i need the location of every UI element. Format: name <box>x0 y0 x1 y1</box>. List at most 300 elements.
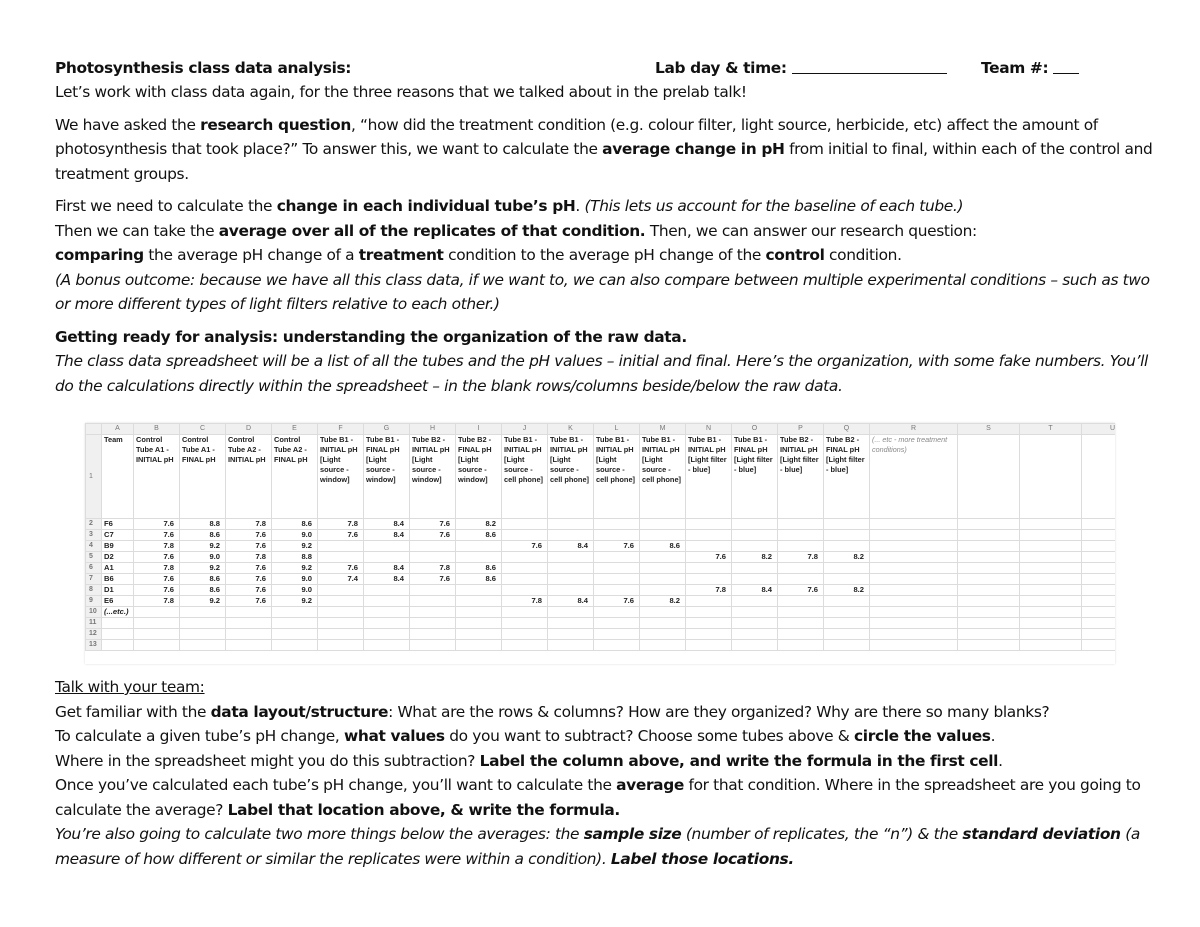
ph-value-cell[interactable]: 9.0 <box>272 585 318 596</box>
ph-value-cell[interactable] <box>456 552 502 563</box>
empty-cell[interactable] <box>1020 530 1082 541</box>
ph-value-cell[interactable]: 8.6 <box>272 519 318 530</box>
ph-value-cell[interactable]: 7.4 <box>318 574 364 585</box>
row-number[interactable]: 9 <box>86 596 102 607</box>
ph-value-cell[interactable]: 7.6 <box>410 574 456 585</box>
ph-value-cell[interactable]: 7.8 <box>778 552 824 563</box>
empty-cell[interactable] <box>1020 563 1082 574</box>
column-header[interactable]: U <box>1082 424 1116 435</box>
empty-cell[interactable] <box>778 640 824 651</box>
empty-cell[interactable] <box>410 640 456 651</box>
ph-value-cell[interactable] <box>732 574 778 585</box>
ph-value-cell[interactable] <box>824 530 870 541</box>
empty-cell[interactable] <box>272 640 318 651</box>
ph-value-cell[interactable]: 9.2 <box>180 596 226 607</box>
header-cell[interactable]: Tube B1 - INITIAL pH [Light filter - blue] <box>686 435 732 519</box>
ph-value-cell[interactable]: 7.6 <box>226 585 272 596</box>
ph-value-cell[interactable] <box>594 574 640 585</box>
empty-cell[interactable] <box>364 607 410 618</box>
ph-value-cell[interactable] <box>640 585 686 596</box>
ph-value-cell[interactable]: 9.2 <box>272 563 318 574</box>
ph-value-cell[interactable]: 8.6 <box>456 574 502 585</box>
empty-cell[interactable] <box>870 574 958 585</box>
ph-value-cell[interactable] <box>732 530 778 541</box>
empty-cell[interactable] <box>958 596 1020 607</box>
ph-value-cell[interactable] <box>410 585 456 596</box>
select-all-corner[interactable] <box>86 424 102 435</box>
empty-cell[interactable] <box>1020 519 1082 530</box>
empty-cell[interactable] <box>870 607 958 618</box>
ph-value-cell[interactable]: 9.2 <box>180 541 226 552</box>
ph-value-cell[interactable] <box>548 585 594 596</box>
ph-value-cell[interactable]: 8.2 <box>824 585 870 596</box>
team-cell[interactable]: B9 <box>102 541 134 552</box>
ph-value-cell[interactable] <box>640 563 686 574</box>
column-header[interactable]: L <box>594 424 640 435</box>
empty-cell[interactable] <box>958 618 1020 629</box>
ph-value-cell[interactable] <box>364 541 410 552</box>
empty-cell[interactable] <box>1082 607 1116 618</box>
header-cell[interactable]: Tube B1 - INITIAL pH [Light source - window] <box>318 435 364 519</box>
empty-cell[interactable] <box>778 629 824 640</box>
empty-cell[interactable] <box>686 618 732 629</box>
column-header[interactable]: D <box>226 424 272 435</box>
empty-cell[interactable] <box>102 640 134 651</box>
empty-cell[interactable] <box>640 629 686 640</box>
header-cell[interactable]: Tube B1 - FINAL pH [Light source - window] <box>364 435 410 519</box>
ph-value-cell[interactable] <box>456 541 502 552</box>
ph-value-cell[interactable] <box>594 563 640 574</box>
header-cell[interactable]: (... etc - more treatment conditions) <box>870 435 958 519</box>
ph-value-cell[interactable]: 8.8 <box>180 519 226 530</box>
column-header[interactable]: E <box>272 424 318 435</box>
empty-cell[interactable] <box>870 552 958 563</box>
ph-value-cell[interactable] <box>548 519 594 530</box>
header-cell[interactable]: Tube B1 - INITIAL pH [Light source - cell phone] <box>502 435 548 519</box>
row-number[interactable]: 7 <box>86 574 102 585</box>
ph-value-cell[interactable]: 8.8 <box>272 552 318 563</box>
ph-value-cell[interactable] <box>824 541 870 552</box>
empty-cell[interactable] <box>824 607 870 618</box>
empty-cell[interactable] <box>824 618 870 629</box>
ph-value-cell[interactable] <box>824 574 870 585</box>
ph-value-cell[interactable] <box>686 530 732 541</box>
empty-cell[interactable] <box>502 607 548 618</box>
header-cell[interactable]: Control Tube A2 - FINAL pH <box>272 435 318 519</box>
ph-value-cell[interactable]: 8.6 <box>456 530 502 541</box>
ph-value-cell[interactable]: 8.6 <box>180 530 226 541</box>
column-header[interactable]: M <box>640 424 686 435</box>
ph-value-cell[interactable]: 7.6 <box>226 563 272 574</box>
ph-value-cell[interactable]: 7.8 <box>134 541 180 552</box>
lab-day-time-blank[interactable] <box>792 58 947 74</box>
header-cell[interactable]: Tube B2 - INITIAL pH [Light source - window] <box>410 435 456 519</box>
header-cell[interactable]: Control Tube A1 - INITIAL pH <box>134 435 180 519</box>
ph-value-cell[interactable] <box>318 552 364 563</box>
empty-cell[interactable] <box>364 618 410 629</box>
ph-value-cell[interactable]: 8.4 <box>364 519 410 530</box>
empty-cell[interactable] <box>594 607 640 618</box>
empty-cell[interactable] <box>958 640 1020 651</box>
ph-value-cell[interactable]: 7.6 <box>594 596 640 607</box>
empty-cell[interactable] <box>226 640 272 651</box>
ph-value-cell[interactable] <box>594 519 640 530</box>
ph-value-cell[interactable] <box>778 563 824 574</box>
empty-cell[interactable] <box>548 618 594 629</box>
ph-value-cell[interactable] <box>778 541 824 552</box>
ph-value-cell[interactable] <box>686 519 732 530</box>
empty-cell[interactable] <box>456 629 502 640</box>
empty-cell[interactable] <box>870 618 958 629</box>
column-header[interactable]: C <box>180 424 226 435</box>
ph-value-cell[interactable] <box>594 585 640 596</box>
header-cell[interactable] <box>1082 435 1116 519</box>
empty-cell[interactable] <box>102 629 134 640</box>
ph-value-cell[interactable]: 7.8 <box>318 519 364 530</box>
empty-cell[interactable] <box>1020 552 1082 563</box>
ph-value-cell[interactable] <box>778 596 824 607</box>
empty-cell[interactable] <box>226 618 272 629</box>
ph-value-cell[interactable] <box>732 596 778 607</box>
ph-value-cell[interactable]: 8.2 <box>640 596 686 607</box>
header-cell[interactable] <box>958 435 1020 519</box>
empty-cell[interactable] <box>1082 596 1116 607</box>
ph-value-cell[interactable] <box>548 563 594 574</box>
ph-value-cell[interactable] <box>318 596 364 607</box>
column-header[interactable]: I <box>456 424 502 435</box>
ph-value-cell[interactable]: 7.8 <box>686 585 732 596</box>
empty-cell[interactable] <box>640 607 686 618</box>
team-cell[interactable]: D2 <box>102 552 134 563</box>
empty-cell[interactable] <box>870 629 958 640</box>
empty-cell[interactable] <box>134 640 180 651</box>
column-header[interactable]: G <box>364 424 410 435</box>
ph-value-cell[interactable]: 7.6 <box>134 530 180 541</box>
header-cell[interactable]: Control Tube A1 - FINAL pH <box>180 435 226 519</box>
empty-cell[interactable] <box>958 541 1020 552</box>
ph-value-cell[interactable] <box>410 541 456 552</box>
ph-value-cell[interactable] <box>594 552 640 563</box>
ph-value-cell[interactable] <box>502 530 548 541</box>
empty-cell[interactable] <box>958 574 1020 585</box>
empty-cell[interactable] <box>958 563 1020 574</box>
column-header[interactable]: A <box>102 424 134 435</box>
ph-value-cell[interactable]: 7.8 <box>226 519 272 530</box>
empty-cell[interactable] <box>502 640 548 651</box>
header-cell[interactable]: Tube B1 - INITIAL pH [Light source - cell phone] <box>548 435 594 519</box>
ph-value-cell[interactable]: 8.4 <box>548 596 594 607</box>
empty-cell[interactable] <box>272 618 318 629</box>
header-cell[interactable]: Tube B1 - INITIAL pH [Light source - cell phone] <box>594 435 640 519</box>
column-header[interactable]: R <box>870 424 958 435</box>
ph-value-cell[interactable] <box>364 596 410 607</box>
header-cell[interactable] <box>1020 435 1082 519</box>
empty-cell[interactable] <box>1020 618 1082 629</box>
ph-value-cell[interactable] <box>502 585 548 596</box>
empty-cell[interactable] <box>958 607 1020 618</box>
team-cell[interactable]: B6 <box>102 574 134 585</box>
row-number[interactable]: 3 <box>86 530 102 541</box>
ph-value-cell[interactable]: 9.0 <box>272 530 318 541</box>
empty-cell[interactable] <box>870 519 958 530</box>
empty-cell[interactable] <box>180 607 226 618</box>
ph-value-cell[interactable]: 8.4 <box>364 530 410 541</box>
row-number[interactable]: 5 <box>86 552 102 563</box>
ph-value-cell[interactable]: 7.6 <box>686 552 732 563</box>
empty-cell[interactable] <box>870 530 958 541</box>
team-cell[interactable]: A1 <box>102 563 134 574</box>
ph-value-cell[interactable]: 8.2 <box>732 552 778 563</box>
empty-cell[interactable] <box>732 640 778 651</box>
ph-value-cell[interactable]: 8.6 <box>456 563 502 574</box>
ph-value-cell[interactable] <box>732 519 778 530</box>
ph-value-cell[interactable]: 7.6 <box>410 530 456 541</box>
empty-cell[interactable] <box>318 629 364 640</box>
ph-value-cell[interactable]: 7.6 <box>134 585 180 596</box>
ph-value-cell[interactable]: 8.6 <box>180 574 226 585</box>
ph-value-cell[interactable]: 7.8 <box>410 563 456 574</box>
column-header[interactable]: O <box>732 424 778 435</box>
ph-value-cell[interactable] <box>456 585 502 596</box>
ph-value-cell[interactable] <box>502 552 548 563</box>
empty-cell[interactable] <box>732 607 778 618</box>
column-header[interactable]: Q <box>824 424 870 435</box>
row-number[interactable]: 10 <box>86 607 102 618</box>
column-header[interactable]: H <box>410 424 456 435</box>
empty-cell[interactable] <box>1020 585 1082 596</box>
empty-cell[interactable] <box>686 607 732 618</box>
empty-cell[interactable] <box>548 629 594 640</box>
ph-value-cell[interactable] <box>410 552 456 563</box>
empty-cell[interactable] <box>686 640 732 651</box>
ph-value-cell[interactable] <box>548 530 594 541</box>
ph-value-cell[interactable]: 8.4 <box>364 574 410 585</box>
empty-cell[interactable] <box>958 519 1020 530</box>
header-cell[interactable]: Tube B1 - INITIAL pH [Light source - cell phone] <box>640 435 686 519</box>
header-cell[interactable]: Tube B2 - INITIAL pH [Light filter - blue] <box>778 435 824 519</box>
column-header[interactable]: T <box>1020 424 1082 435</box>
column-header[interactable]: F <box>318 424 364 435</box>
empty-cell[interactable] <box>1082 552 1116 563</box>
empty-cell[interactable] <box>1020 607 1082 618</box>
empty-cell[interactable] <box>870 541 958 552</box>
column-header[interactable]: S <box>958 424 1020 435</box>
empty-cell[interactable] <box>318 640 364 651</box>
empty-cell[interactable] <box>1020 541 1082 552</box>
team-number-blank[interactable] <box>1053 58 1079 74</box>
row-number[interactable]: 12 <box>86 629 102 640</box>
etc-cell[interactable]: (...etc.) <box>102 607 134 618</box>
empty-cell[interactable] <box>778 607 824 618</box>
ph-value-cell[interactable]: 7.6 <box>594 541 640 552</box>
ph-value-cell[interactable] <box>640 530 686 541</box>
ph-value-cell[interactable] <box>410 596 456 607</box>
empty-cell[interactable] <box>686 629 732 640</box>
ph-value-cell[interactable] <box>778 519 824 530</box>
ph-value-cell[interactable]: 8.6 <box>640 541 686 552</box>
empty-cell[interactable] <box>870 640 958 651</box>
empty-cell[interactable] <box>870 563 958 574</box>
empty-cell[interactable] <box>1082 530 1116 541</box>
ph-value-cell[interactable] <box>318 585 364 596</box>
empty-cell[interactable] <box>1082 585 1116 596</box>
ph-value-cell[interactable] <box>686 596 732 607</box>
ph-value-cell[interactable]: 7.6 <box>226 541 272 552</box>
row-number[interactable]: 4 <box>86 541 102 552</box>
empty-cell[interactable] <box>958 530 1020 541</box>
empty-cell[interactable] <box>410 629 456 640</box>
empty-cell[interactable] <box>778 618 824 629</box>
empty-cell[interactable] <box>732 629 778 640</box>
ph-value-cell[interactable]: 7.8 <box>226 552 272 563</box>
ph-value-cell[interactable]: 8.4 <box>732 585 778 596</box>
empty-cell[interactable] <box>958 629 1020 640</box>
empty-cell[interactable] <box>180 640 226 651</box>
empty-cell[interactable] <box>1082 519 1116 530</box>
team-cell[interactable]: F6 <box>102 519 134 530</box>
empty-cell[interactable] <box>594 629 640 640</box>
empty-cell[interactable] <box>1082 629 1116 640</box>
team-cell[interactable]: C7 <box>102 530 134 541</box>
empty-cell[interactable] <box>180 629 226 640</box>
empty-cell[interactable] <box>1082 574 1116 585</box>
ph-value-cell[interactable]: 7.6 <box>318 563 364 574</box>
ph-value-cell[interactable] <box>824 563 870 574</box>
ph-value-cell[interactable]: 8.2 <box>824 552 870 563</box>
ph-value-cell[interactable]: 7.8 <box>502 596 548 607</box>
column-header[interactable]: N <box>686 424 732 435</box>
empty-cell[interactable] <box>594 618 640 629</box>
header-cell[interactable]: Tube B2 - FINAL pH [Light filter - blue] <box>824 435 870 519</box>
row-number[interactable]: 2 <box>86 519 102 530</box>
ph-value-cell[interactable] <box>502 563 548 574</box>
ph-value-cell[interactable]: 8.4 <box>548 541 594 552</box>
ph-value-cell[interactable] <box>594 530 640 541</box>
ph-value-cell[interactable]: 9.2 <box>272 541 318 552</box>
ph-value-cell[interactable] <box>824 596 870 607</box>
column-header[interactable]: B <box>134 424 180 435</box>
empty-cell[interactable] <box>410 618 456 629</box>
empty-cell[interactable] <box>1082 563 1116 574</box>
ph-value-cell[interactable] <box>456 596 502 607</box>
empty-cell[interactable] <box>456 640 502 651</box>
empty-cell[interactable] <box>640 640 686 651</box>
empty-cell[interactable] <box>1082 640 1116 651</box>
empty-cell[interactable] <box>456 607 502 618</box>
ph-value-cell[interactable]: 7.6 <box>226 574 272 585</box>
column-header[interactable]: K <box>548 424 594 435</box>
empty-cell[interactable] <box>364 629 410 640</box>
ph-value-cell[interactable] <box>548 552 594 563</box>
empty-cell[interactable] <box>594 640 640 651</box>
empty-cell[interactable] <box>824 640 870 651</box>
empty-cell[interactable] <box>180 618 226 629</box>
ph-value-cell[interactable]: 7.6 <box>134 552 180 563</box>
ph-value-cell[interactable] <box>778 574 824 585</box>
ph-value-cell[interactable]: 7.8 <box>134 596 180 607</box>
ph-value-cell[interactable] <box>364 585 410 596</box>
header-cell[interactable]: Tube B2 - FINAL pH [Light source - window] <box>456 435 502 519</box>
empty-cell[interactable] <box>958 585 1020 596</box>
ph-value-cell[interactable] <box>686 574 732 585</box>
empty-cell[interactable] <box>1020 574 1082 585</box>
ph-value-cell[interactable] <box>732 541 778 552</box>
ph-value-cell[interactable] <box>778 530 824 541</box>
empty-cell[interactable] <box>548 640 594 651</box>
empty-cell[interactable] <box>410 607 456 618</box>
ph-value-cell[interactable]: 7.6 <box>502 541 548 552</box>
ph-value-cell[interactable] <box>640 552 686 563</box>
ph-value-cell[interactable]: 9.0 <box>180 552 226 563</box>
empty-cell[interactable] <box>134 629 180 640</box>
ph-value-cell[interactable] <box>548 574 594 585</box>
empty-cell[interactable] <box>502 618 548 629</box>
header-cell[interactable]: Team <box>102 435 134 519</box>
column-header[interactable]: P <box>778 424 824 435</box>
empty-cell[interactable] <box>134 607 180 618</box>
empty-cell[interactable] <box>134 618 180 629</box>
empty-cell[interactable] <box>824 629 870 640</box>
ph-value-cell[interactable] <box>824 519 870 530</box>
row-number[interactable]: 8 <box>86 585 102 596</box>
header-cell[interactable]: Control Tube A2 - INITIAL pH <box>226 435 272 519</box>
ph-value-cell[interactable] <box>686 541 732 552</box>
empty-cell[interactable] <box>318 607 364 618</box>
ph-value-cell[interactable] <box>502 519 548 530</box>
ph-value-cell[interactable] <box>364 552 410 563</box>
row-number[interactable]: 1 <box>86 435 102 519</box>
empty-cell[interactable] <box>226 629 272 640</box>
ph-value-cell[interactable]: 7.6 <box>410 519 456 530</box>
ph-value-cell[interactable]: 7.6 <box>134 574 180 585</box>
row-number[interactable]: 13 <box>86 640 102 651</box>
empty-cell[interactable] <box>456 618 502 629</box>
team-cell[interactable]: E6 <box>102 596 134 607</box>
empty-cell[interactable] <box>1082 541 1116 552</box>
empty-cell[interactable] <box>502 629 548 640</box>
empty-cell[interactable] <box>732 618 778 629</box>
empty-cell[interactable] <box>226 607 272 618</box>
ph-value-cell[interactable]: 9.0 <box>272 574 318 585</box>
empty-cell[interactable] <box>272 629 318 640</box>
empty-cell[interactable] <box>548 607 594 618</box>
ph-value-cell[interactable]: 7.6 <box>226 596 272 607</box>
ph-value-cell[interactable]: 7.6 <box>226 530 272 541</box>
empty-cell[interactable] <box>640 618 686 629</box>
ph-value-cell[interactable] <box>502 574 548 585</box>
row-number[interactable]: 11 <box>86 618 102 629</box>
empty-cell[interactable] <box>1020 629 1082 640</box>
ph-value-cell[interactable]: 7.6 <box>778 585 824 596</box>
header-cell[interactable]: Tube B1 - FINAL pH [Light filter - blue] <box>732 435 778 519</box>
empty-cell[interactable] <box>272 607 318 618</box>
team-cell[interactable]: D1 <box>102 585 134 596</box>
empty-cell[interactable] <box>1020 640 1082 651</box>
ph-value-cell[interactable] <box>640 574 686 585</box>
empty-cell[interactable] <box>870 596 958 607</box>
ph-value-cell[interactable] <box>318 541 364 552</box>
ph-value-cell[interactable]: 8.4 <box>364 563 410 574</box>
ph-value-cell[interactable]: 7.6 <box>134 519 180 530</box>
ph-value-cell[interactable]: 8.6 <box>180 585 226 596</box>
ph-value-cell[interactable]: 7.6 <box>318 530 364 541</box>
ph-value-cell[interactable]: 9.2 <box>272 596 318 607</box>
empty-cell[interactable] <box>958 552 1020 563</box>
empty-cell[interactable] <box>364 640 410 651</box>
ph-value-cell[interactable] <box>686 563 732 574</box>
ph-value-cell[interactable]: 9.2 <box>180 563 226 574</box>
empty-cell[interactable] <box>870 585 958 596</box>
